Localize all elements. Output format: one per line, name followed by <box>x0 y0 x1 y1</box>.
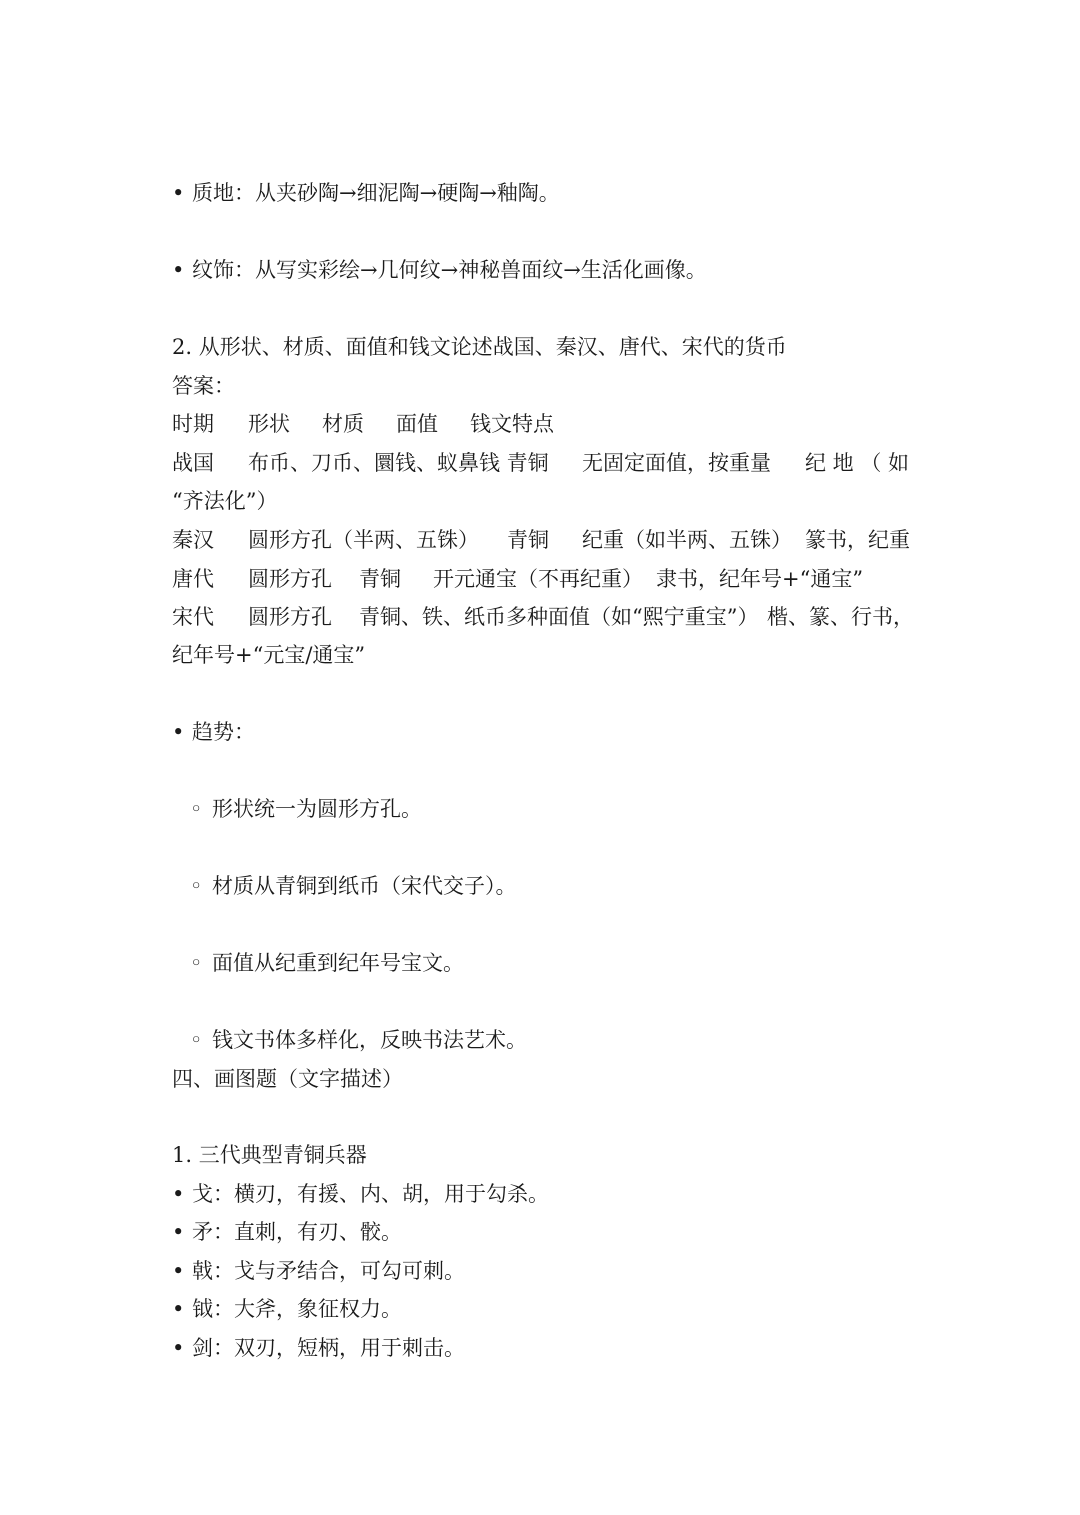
question-2-title: 2. 从形状、材质、面值和钱文论述战国、秦汉、唐代、宋代的货币 <box>172 335 787 359</box>
bullet-mark: • <box>172 258 185 282</box>
bullet-mark: • <box>172 720 185 744</box>
bullet-text: 质地：从夹砂陶→细泥陶→硬陶→釉陶。 <box>192 181 560 205</box>
weapon-text: 戟：戈与矛结合，可勾可刺。 <box>192 1259 465 1283</box>
weapon-item-mao <box>172 1222 402 1243</box>
trend-item <box>190 799 422 820</box>
sub-bullet-mark: ◦ <box>190 1028 203 1052</box>
trend-item-text: 材质从青铜到纸币（宋代交子）。 <box>212 874 517 898</box>
bullet-texture <box>172 183 560 204</box>
trend-item <box>190 876 517 897</box>
section-4-heading: 四、画图题（文字描述） <box>172 1067 403 1091</box>
cell-inscription: 纪 地 （ 如 <box>805 451 910 475</box>
weapon-item-jian <box>172 1338 465 1359</box>
cell-inscription-cont: 纪年号+“元宝/通宝” <box>172 643 366 667</box>
answer-label: 答案： <box>172 374 235 398</box>
cell-denomination: 无固定面值，按重量 <box>582 451 771 475</box>
trend-item <box>190 1030 527 1051</box>
trend-item-text: 钱文书体多样化，反映书法艺术。 <box>212 1028 527 1052</box>
weapon-item-yue <box>172 1299 402 1320</box>
cell-shape: 圆形方孔 <box>248 605 332 629</box>
weapon-item-ji <box>172 1261 465 1282</box>
header-material: 材质 <box>322 412 364 436</box>
cell-shape: 圆形方孔 <box>248 567 332 591</box>
cell-period: 唐代 <box>172 567 214 591</box>
cell-inscription: 篆书，纪重 <box>805 528 910 552</box>
cell-period: 宋代 <box>172 605 214 629</box>
cell-material: 青铜 <box>507 528 549 552</box>
cell-inscription: 隶书，纪年号+“通宝” <box>656 567 864 591</box>
cell-period: 战国 <box>172 451 214 475</box>
trend-item <box>190 953 464 974</box>
cell-denomination: 纪重（如半两、五铢） <box>582 528 792 552</box>
bullet-mark: • <box>172 1336 185 1360</box>
header-inscription: 钱文特点 <box>470 412 554 436</box>
weapon-text: 戈：横刃，有援、内、胡，用于勾杀。 <box>192 1182 549 1206</box>
header-shape: 形状 <box>248 412 290 436</box>
cell-shape: 圆形方孔（半两、五铢） <box>248 528 479 552</box>
trend-label: 趋势： <box>192 720 255 744</box>
header-denomination: 面值 <box>396 412 438 436</box>
sub-bullet-mark: ◦ <box>190 951 203 975</box>
cell-shape-material: 布币、刀币、圜钱、蚁鼻钱 青铜 <box>248 451 549 475</box>
bullet-mark: • <box>172 1182 185 1206</box>
trend-item-text: 面值从纪重到纪年号宝文。 <box>212 951 464 975</box>
trend-heading <box>172 722 255 743</box>
bullet-mark: • <box>172 1297 185 1321</box>
weapon-item-ge <box>172 1184 549 1205</box>
cell-material: 青铜 <box>359 567 401 591</box>
cell-inscription: 楷、篆、行书， <box>767 605 914 629</box>
header-period: 时期 <box>172 412 214 436</box>
cell-period: 秦汉 <box>172 528 214 552</box>
weapon-text: 剑：双刃，短柄，用于刺击。 <box>192 1336 465 1360</box>
bullet-text: 纹饰：从写实彩绘→几何纹→神秘兽面纹→生活化画像。 <box>192 258 707 282</box>
bullet-mark: • <box>172 1259 185 1283</box>
bullet-decoration <box>172 260 707 281</box>
sub-bullet-mark: ◦ <box>190 797 203 821</box>
sub-bullet-mark: ◦ <box>190 874 203 898</box>
cell-material-denomination: 青铜、铁、纸币多种面值（如“熙宁重宝”） <box>359 605 759 629</box>
weapon-text: 钺：大斧，象征权力。 <box>192 1297 402 1321</box>
cell-denomination: 开元通宝（不再纪重） <box>433 567 643 591</box>
weapon-text: 矛：直刺，有刃、骹。 <box>192 1220 402 1244</box>
cell-inscription-cont: “齐法化”） <box>172 489 278 513</box>
trend-item-text: 形状统一为圆形方孔。 <box>212 797 422 821</box>
bullet-mark: • <box>172 181 185 205</box>
bullet-mark: • <box>172 1220 185 1244</box>
question-1-title: 1. 三代典型青铜兵器 <box>172 1143 367 1167</box>
